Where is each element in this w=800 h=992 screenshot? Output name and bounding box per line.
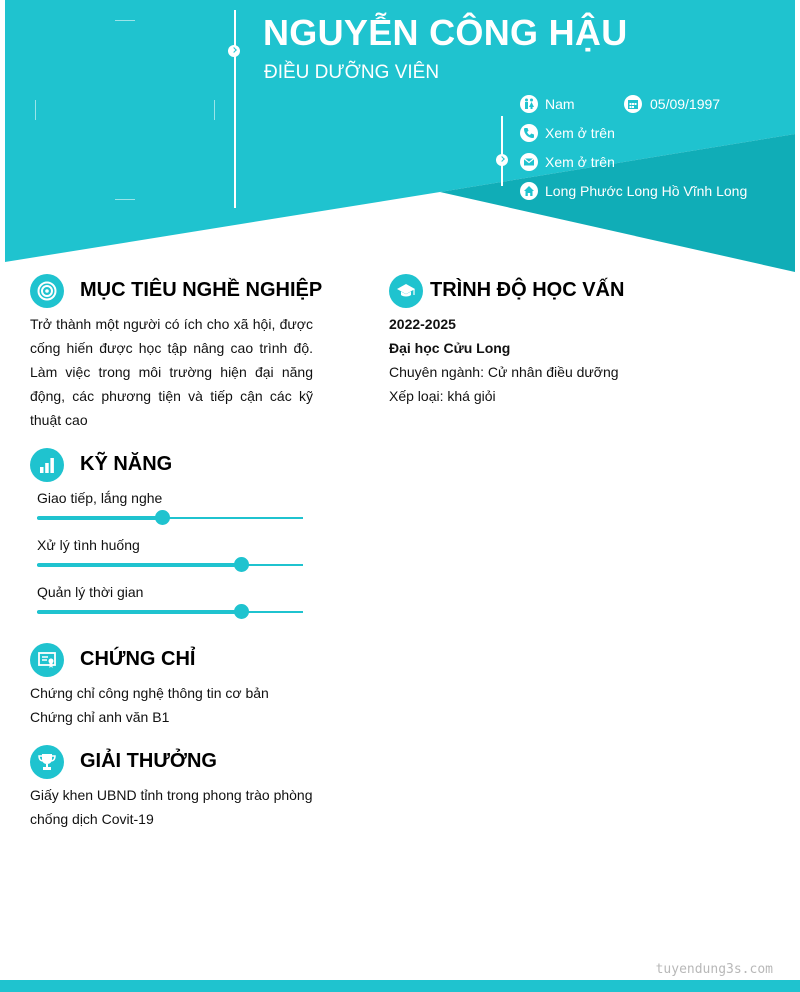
gender-text: Nam (545, 96, 575, 112)
bar-chart-icon (30, 448, 64, 482)
watermark-text: tuyendung3s.com (655, 962, 773, 977)
skill-label: Giao tiếp, lắng nghe (37, 490, 163, 506)
graduation-cap-icon (389, 274, 423, 308)
trophy-icon (30, 745, 64, 779)
phone-text: Xem ở trên (545, 125, 615, 141)
skill-fill (37, 563, 242, 567)
certificate-item: Chứng chỉ công nghệ thông tin cơ bản (30, 685, 269, 701)
email-icon (520, 153, 538, 171)
skill-fill (37, 516, 162, 520)
profile-photo-placeholder (35, 20, 215, 200)
candidate-name: NGUYỄN CÔNG HẬU (263, 12, 628, 53)
education-major: Chuyên ngành: Cử nhân điều dưỡng (389, 364, 619, 380)
skill-label: Quản lý thời gian (37, 584, 144, 600)
education-title: TRÌNH ĐỘ HỌC VẤN (430, 279, 625, 301)
target-icon (30, 274, 64, 308)
awards-text: Giấy khen UBND tỉnh trong phong trào phòng chống dịch Covit-19 (30, 787, 313, 827)
awards-title: GIẢI THƯỞNG (80, 750, 217, 772)
name-bullet-icon (228, 45, 240, 57)
address-text: Long Phước Long Hồ Vĩnh Long (545, 183, 748, 199)
home-icon (520, 182, 538, 200)
objective-text: Trở thành một người có ích cho xã hội, được cống hiến được học tập nâng cao trình độ. Làm việc trong môi trường hiện đại năng động, các phương tiện và tiếp cận các kỹ thuật cao (30, 316, 313, 428)
certificate-item: Chứng chỉ anh văn B1 (30, 709, 170, 725)
education-period: 2022-2025 (389, 316, 456, 332)
skill-level-knob (155, 510, 170, 525)
header-divider-line (234, 10, 236, 208)
certificate-icon (30, 643, 64, 677)
contact-bullet-icon (496, 154, 508, 166)
education-rank: Xếp loại: khá giỏi (389, 388, 496, 404)
job-title: ĐIỀU DƯỠNG VIÊN (264, 62, 440, 83)
skills-title: KỸ NĂNG (80, 453, 173, 475)
footer-bar (0, 980, 800, 992)
skill-label: Xử lý tình huống (37, 537, 140, 553)
certificates-title: CHỨNG CHỈ (80, 648, 196, 670)
skill-fill (37, 610, 242, 614)
birthday-text: 05/09/1997 (650, 96, 721, 112)
skill-level-knob (234, 604, 249, 619)
skill-level-knob (234, 557, 249, 572)
email-text: Xem ở trên (545, 154, 615, 170)
objective-title: MỤC TIÊU NGHỀ NGHIỆP (80, 279, 323, 301)
phone-icon (520, 124, 538, 142)
gender-icon (520, 95, 538, 113)
contact-divider-line (501, 116, 503, 186)
calendar-icon (624, 95, 642, 113)
education-school: Đại học Cửu Long (389, 340, 511, 356)
